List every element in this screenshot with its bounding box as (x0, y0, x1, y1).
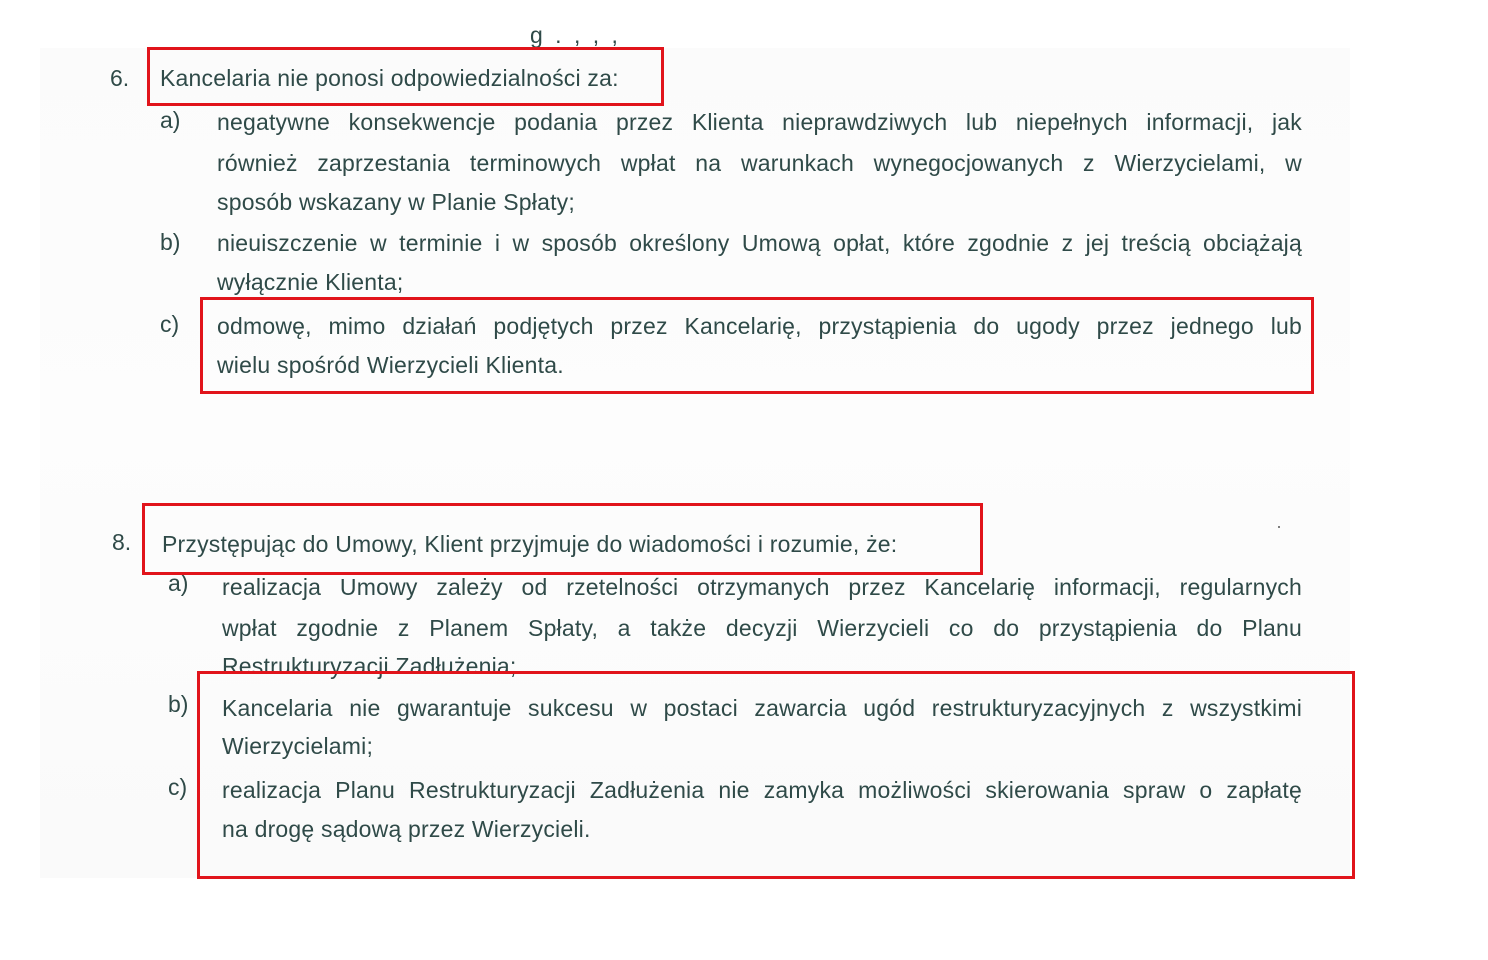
section-8-number: 8. (112, 529, 132, 555)
section-8-item-a-label: a) (168, 570, 189, 596)
section-6-heading: Kancelaria nie ponosi odpowiedzialności za: (160, 65, 619, 91)
section-6-item-c-line-2: wielu spośród Wierzycieli Klienta. (217, 352, 564, 378)
section-8-item-c-line-1: realizacja Planu Restrukturyzacji Zadłużenia nie zamyka możliwości skierowania spraw o zapłatę (222, 777, 1302, 803)
section-8-item-c-line-2: na drogę sądową przez Wierzycieli. (222, 816, 591, 842)
section-8-item-a-line-3: Restrukturyzacji Zadłużenia; (222, 653, 517, 679)
section-6-item-a-line-1: negatywne konsekwencje podania przez Klienta nieprawdziwych lub niepełnych informacji, jak (217, 109, 1302, 135)
highlight-box-section-8-items-b-c (197, 671, 1355, 879)
section-6-item-b-line-2: wyłącznie Klienta; (217, 269, 404, 295)
section-8-item-c-label: c) (168, 774, 188, 800)
section-8-heading: Przystępując do Umowy, Klient przyjmuje do wiadomości i rozumie, że: (162, 531, 898, 557)
section-8-item-b-label: b) (168, 691, 189, 717)
highlight-box-section-6-item-c (200, 297, 1314, 394)
section-6-item-c-line-1: odmowę, mimo działań podjętych przez Kancelarię, przystąpienia do ugody przez jednego lub (217, 313, 1302, 339)
cropped-previous-line: g . , , , (530, 22, 621, 48)
section-8-item-a-line-1-clip (222, 575, 1307, 615)
section-8-item-a-line-2: wpłat zgodnie z Planem Spłaty, a także decyzji Wierzycieli co do przystąpienia do Planu (222, 615, 1302, 641)
section-6-item-c-label: c) (160, 311, 180, 337)
scan-speck (1278, 526, 1280, 528)
highlight-box-section-6-heading (147, 47, 664, 106)
section-6-number: 6. (110, 65, 130, 91)
section-6-item-a-line-3: sposób wskazany w Planie Spłaty; (217, 189, 575, 215)
section-8-item-b-line-2: Wierzycielami; (222, 733, 374, 759)
section-8-item-b-line-1: Kancelaria nie gwarantuje sukcesu w postaci zawarcia ugód restrukturyzacyjnych z wszystkimi (222, 695, 1302, 721)
section-6-item-b-label: b) (160, 229, 181, 255)
highlight-box-section-8-heading (142, 503, 983, 575)
section-6-item-a-label: a) (160, 107, 181, 133)
section-8-item-a-line-1: realizacja Umowy zależy od rzetelności otrzymanych przez Kancelarię informacji, regularnych (222, 574, 1302, 600)
section-6-item-a-line-2: również zaprzestania terminowych wpłat na warunkach wynegocjowanych z Wierzycielami, w (217, 150, 1302, 176)
section-6-item-b-line-1: nieuiszczenie w terminie i w sposób określony Umową opłat, które zgodnie z jej treścią obciążają (217, 230, 1302, 256)
